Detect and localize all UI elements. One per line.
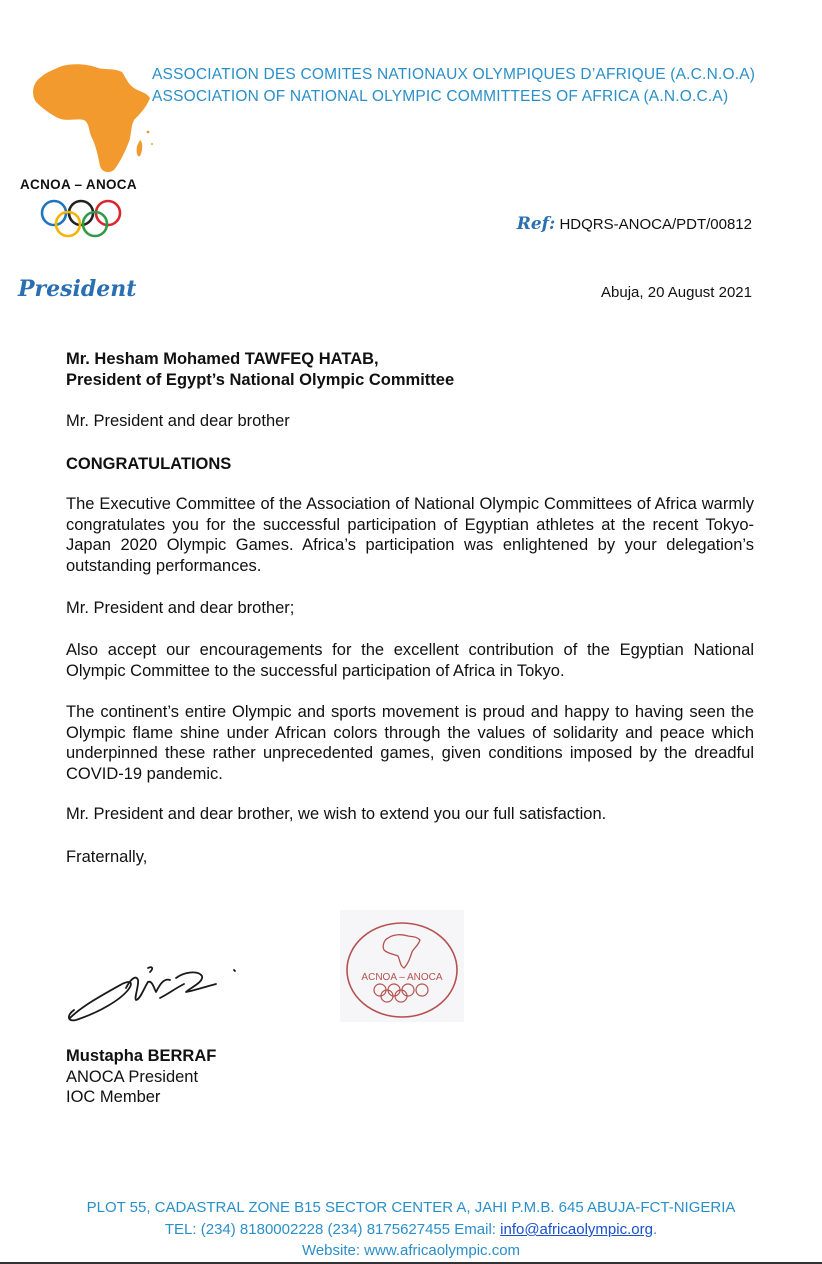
reference (517, 214, 752, 234)
paragraph-3: The continent’s entire Olympic and sports movement is proud and happy to having seen the Olympic flame shine under African colors through the values of solidarity and peace which underpinned these rather unprecedented games, given conditions imposed by the dreadful COVID-19 pandemic. (66, 703, 754, 783)
paragraph-2: Also accept our encouragements for the excellent contribution of the Egyptian National Olympic Committee to the successful participation of Africa in Tokyo. (66, 641, 754, 680)
salutation: Mr. President and dear brother (66, 412, 290, 430)
closing: Fraternally, (66, 848, 148, 866)
org-name-english: ASSOCIATION OF NATIONAL OLYMPIC COMMITTEES OF AFRICA (A.N.O.C.A) (152, 88, 729, 105)
office-title: President (18, 276, 137, 302)
stamp-text: ACNOA – ANOCA (361, 972, 443, 983)
footer-address: PLOT 55, CADASTRAL ZONE B15 SECTOR CENTER A, JAHI P.M.B. 645 ABUJA-FCT-NIGERIA (86, 1199, 736, 1216)
letter-date: Abuja, 20 August 2021 (601, 284, 752, 301)
handwritten-signature (64, 958, 244, 1028)
signatory-name: Mustapha BERRAF (66, 1047, 217, 1065)
footer-website: Website: www.africaolympic.com (301, 1242, 521, 1259)
logo-acronym: ACNOA – ANOCA (20, 177, 137, 192)
footer-email-suffix: . (652, 1221, 658, 1238)
ref-value: HDQRS-ANOCA/PDT/00812 (559, 216, 752, 233)
recipient-name: Mr. Hesham Mohamed TAWFEQ HATAB, (66, 350, 379, 368)
recipient-title: President of Egypt’s National Olympic Committee (66, 371, 455, 389)
paragraph-4: Mr. President and dear brother, we wish to extend you our full satisfaction. (66, 805, 607, 823)
africa-map-logo (22, 62, 162, 177)
footer-email-link[interactable]: info@africaolympic.org (500, 1221, 653, 1238)
org-name-french: ASSOCIATION DES COMITES NATIONAUX OLYMPIQUES D’AFRIQUE (A.C.N.O.A) (152, 66, 756, 83)
ref-label: Ref: (516, 214, 556, 234)
olympic-rings-logo (38, 198, 138, 240)
footer-contact (0, 1221, 822, 1238)
footer-phone: TEL: (234) 8180002228 (234) 8175627455 Email: (164, 1221, 501, 1238)
paragraph-1: The Executive Committee of the Association of National Olympic Committees of Africa warmly congratulates you for the successful participation of Egyptian athletes at the recent Tokyo-Japan 2020 Olympic Games. Africa’s participation was enlightened by your delegation’s outstanding performances. (66, 495, 754, 575)
signatory-role-1: ANOCA President (66, 1068, 199, 1086)
official-stamp (340, 910, 464, 1022)
salutation-2: Mr. President and dear brother; (66, 599, 295, 617)
signatory-role-2: IOC Member (66, 1088, 161, 1106)
subject-heading: CONGRATULATIONS (66, 455, 232, 473)
